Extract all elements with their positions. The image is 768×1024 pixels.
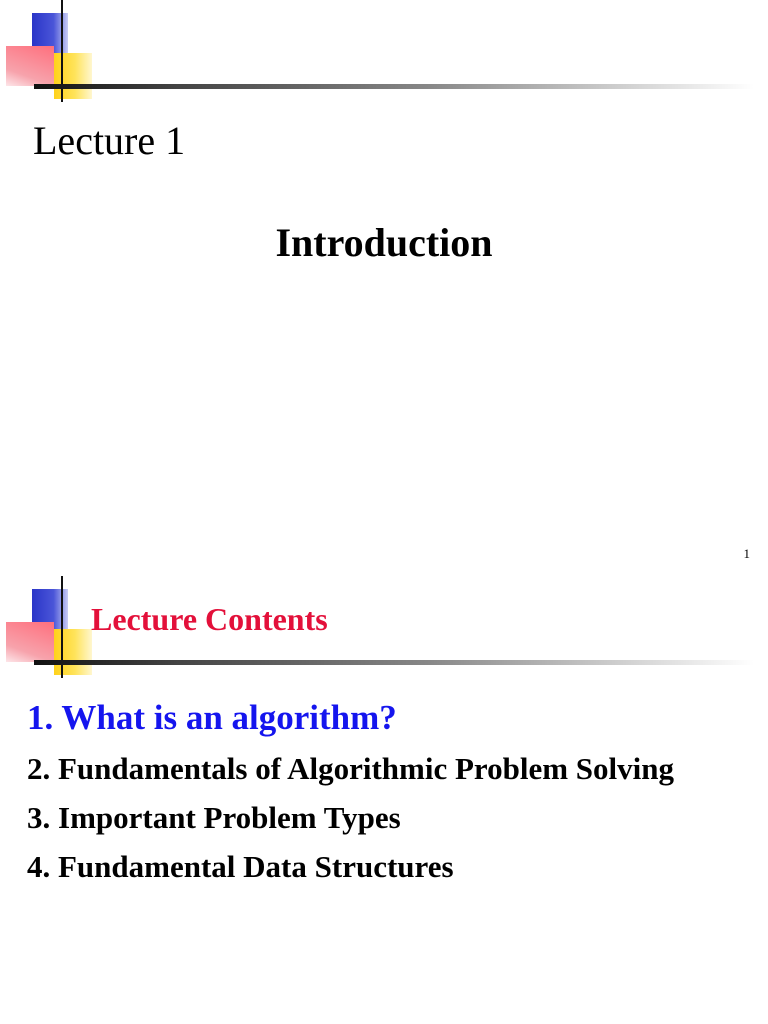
contents-item: 3. Important Problem Types	[27, 800, 401, 835]
slide-2	[0, 576, 768, 1024]
contents-item: 2. Fundamentals of Algorithmic Problem Solving	[27, 751, 675, 786]
logo-yellow-square	[54, 53, 92, 99]
contents-item: 1. What is an algorithm?	[27, 698, 397, 737]
logo-red-square	[6, 622, 54, 662]
contents-heading: Lecture Contents	[91, 601, 328, 637]
lecture-number: Lecture 1	[33, 118, 186, 163]
header-rule	[34, 84, 754, 89]
page-number: 1	[743, 546, 750, 561]
header-rule	[34, 660, 754, 665]
slide-title: Introduction	[275, 220, 493, 265]
contents-item: 4. Fundamental Data Structures	[27, 849, 454, 884]
logo-red-square	[6, 46, 54, 86]
logo-yellow-square	[54, 629, 92, 675]
contents-list	[27, 692, 674, 891]
